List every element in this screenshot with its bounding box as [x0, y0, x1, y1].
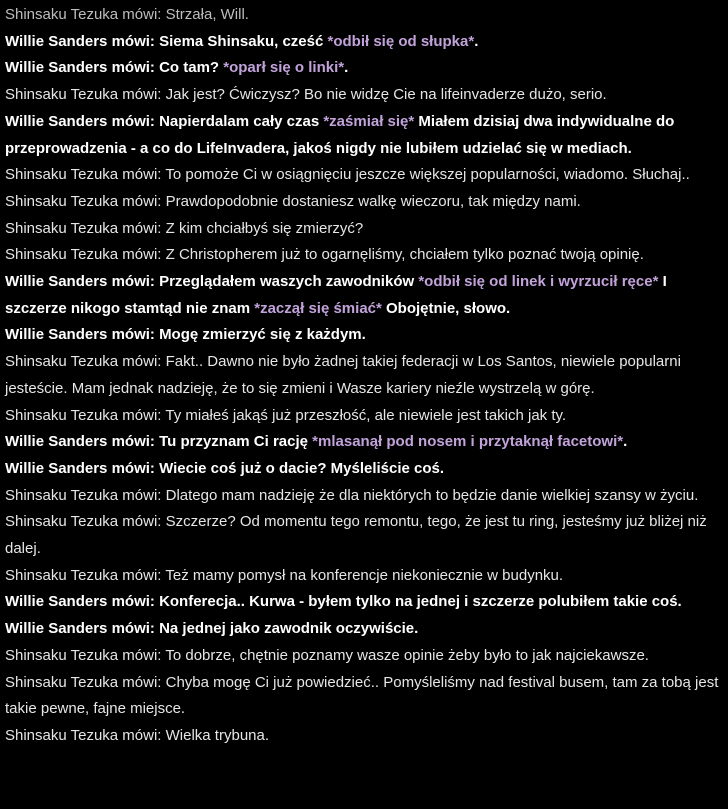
chat-action-text: *mlasanął pod nosem i przytaknął facetowi* [312, 433, 624, 451]
chat-message-shinsaku [5, 2, 720, 29]
chat-message-willie [5, 55, 720, 82]
chat-text: Shinsaku Tezuka mówi: To pomoże Ci w osiągnięciu jeszcze większej popularności, wiadomo. Słuchaj.. [5, 166, 690, 184]
chat-text: I szczerze nikogo stamtąd nie znam [5, 273, 667, 317]
chat-action-text: *zaśmiał się* [323, 112, 415, 130]
chat-message-shinsaku [5, 189, 720, 216]
chat-action-text: *odbił się od linek i wyrzucił ręce* [418, 273, 659, 291]
chat-message-shinsaku [5, 403, 720, 430]
chat-message-shinsaku [5, 670, 720, 723]
chat-action-text: *zaczął się śmiać* [254, 299, 382, 317]
chat-message-shinsaku [5, 82, 720, 109]
chat-action-text: *oparł się o linki* [223, 59, 345, 77]
chat-text: Shinsaku Tezuka mówi: Z kim chciałbyś się zmierzyć? [5, 219, 364, 237]
chat-message-shinsaku [5, 509, 720, 562]
chat-text: Shinsaku Tezuka mówi: Chyba mogę Ci już powiedzieć.. Pomyśleliśmy nad festival busem, tam za tobą jest takie pewne, fajne miejsce. [5, 673, 719, 718]
chat-text: Willie Sanders mówi: Konferecja.. Kurwa - byłem tylko na jednej i szczerze polubiłem takie coś. [5, 593, 682, 611]
chat-text: Miałem dzisiaj dwa indywidualne do przeprowadzenia - a co do LifeInvadera, jakoś nigdy nie lubiłem udzielać się w mediach. [5, 112, 675, 157]
chat-text: . [474, 32, 479, 50]
chat-text: Willie Sanders mówi: Przeglądałem waszych zawodników [5, 273, 419, 291]
chat-message-willie [5, 109, 720, 162]
chat-text: Willie Sanders mówi: Co tam? [5, 59, 224, 77]
chat-message-willie [5, 429, 720, 456]
chat-text: . [623, 433, 628, 451]
chat-text: Shinsaku Tezuka mówi: Prawdopodobnie dostaniesz walkę wieczoru, tak między nami. [5, 192, 581, 210]
chat-message-willie [5, 616, 720, 643]
chat-message-shinsaku [5, 643, 720, 670]
chat-text: . [344, 59, 349, 77]
chat-text: Willie Sanders mówi: Napierdalam cały czas [5, 112, 324, 130]
chat-action-text: *odbił się od słupka* [327, 32, 475, 50]
chat-text: Shinsaku Tezuka mówi: Wielka trybuna. [5, 726, 270, 744]
chat-text: Shinsaku Tezuka mówi: Z Christopherem już to ogarnęliśmy, chciałem tylko poznać twoją opinię. [5, 246, 644, 264]
chat-text: Shinsaku Tezuka mówi: Ty miałeś jakąś już przeszłość, ale niewiele jest takich jak ty. [5, 406, 567, 424]
chat-message-shinsaku [5, 483, 720, 510]
chat-text: Shinsaku Tezuka mówi: Jak jest? Ćwiczysz? Bo nie widzę Cie na lifeinvaderze dużo, serio. [5, 86, 607, 104]
chat-message-willie [5, 29, 720, 56]
chat-text: Willie Sanders mówi: Wiecie coś już o dacie? Myśleliście coś. [5, 459, 445, 477]
chat-text: Willie Sanders mówi: Na jednej jako zawodnik oczywiście. [5, 620, 419, 638]
chat-text: Willie Sanders mówi: Siema Shinsaku, cześć [5, 32, 328, 50]
chat-text: Shinsaku Tezuka mówi: Fakt.. Dawno nie było żadnej takiej federacji w Los Santos, niewiele popularni jesteście. Mam jednak nadzieję, że to się zmieni i Wasze kariery nieźle wystrzelą w górę. [5, 353, 681, 397]
chat-message-willie [5, 269, 720, 322]
chat-message-shinsaku [5, 349, 720, 402]
chat-message-shinsaku [5, 563, 720, 590]
chat-text: Shinsaku Tezuka mówi: Dlatego mam nadzieję że dla niektórych to będzie danie wielkiej szansy w życiu. [5, 486, 699, 504]
chat-text: Obojętnie, słowo. [381, 299, 511, 317]
chat-text: Willie Sanders mówi: Tu przyznam Ci rację [5, 433, 313, 451]
chat-message-willie [5, 322, 720, 349]
chat-message-shinsaku [5, 242, 720, 269]
chat-text: Shinsaku Tezuka mówi: To dobrze, chętnie poznamy wasze opinie żeby było to jak najciekawsze. [5, 646, 649, 664]
chat-message-willie [5, 589, 720, 616]
chat-text: Shinsaku Tezuka mówi: Też mamy pomysł na konferencje niekoniecznie w budynku. [5, 566, 564, 584]
chat-message-shinsaku [5, 723, 720, 750]
chat-text: Shinsaku Tezuka mówi: Strzała, Will. [5, 6, 249, 23]
chat-message-willie [5, 456, 720, 483]
chat-text: Willie Sanders mówi: Mogę zmierzyć się z każdym. [5, 326, 366, 344]
chat-message-shinsaku [5, 162, 720, 189]
chat-text: Shinsaku Tezuka mówi: Szczerze? Od momentu tego remontu, tego, że jest tu ring, jesteśmy już bliżej niż dalej. [5, 513, 707, 558]
chat-message-shinsaku [5, 216, 720, 243]
